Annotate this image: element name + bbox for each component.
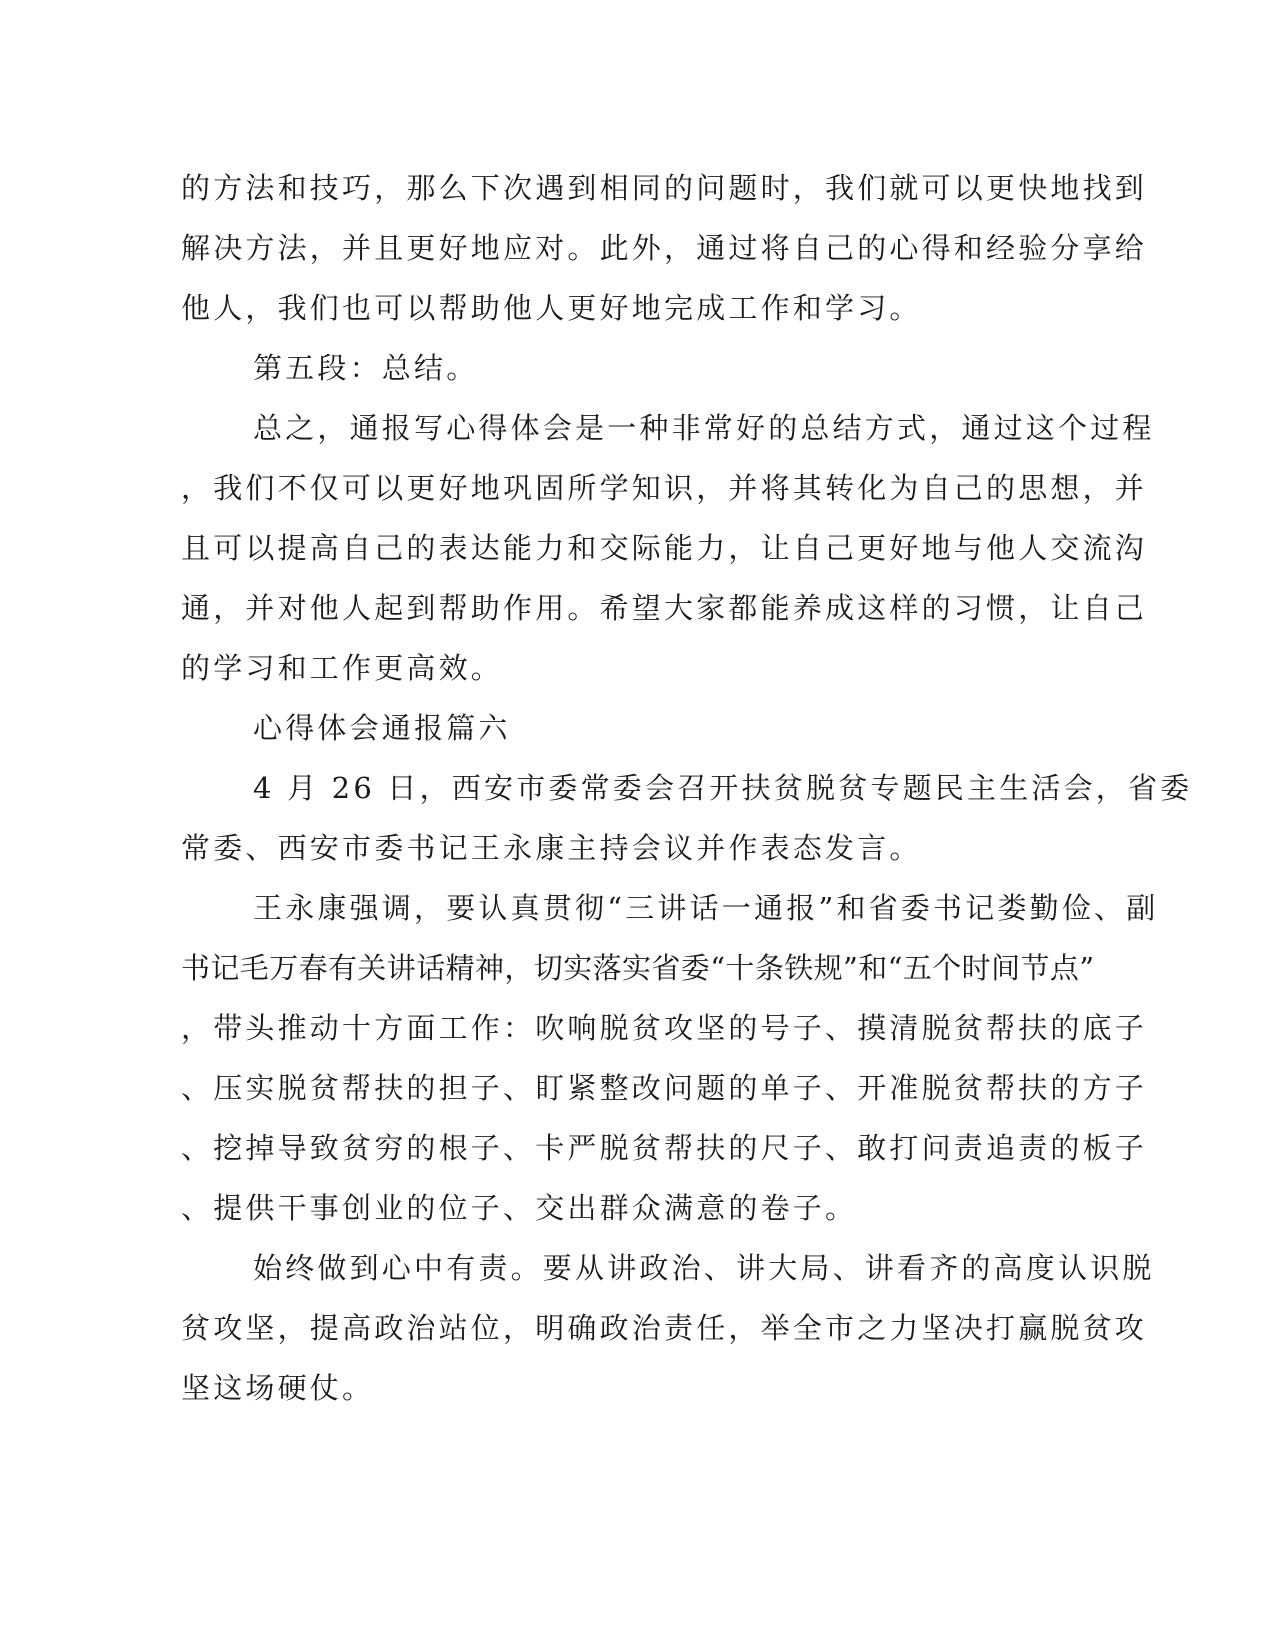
text-line: ，我们不仅可以更好地巩固所学知识，并将其转化为自己的思想，并	[181, 471, 1148, 505]
text-line: 常委、西安市委书记王永康主持会议并作表态发言。	[181, 831, 922, 865]
text-line: 书记毛万春有关讲话精神，切实落实省委“十条铁规”和“五个时间节点”	[181, 951, 1095, 985]
text-line: 始终做到心中有责。要从讲政治、讲大局、讲看齐的高度认识脱	[253, 1251, 1155, 1285]
article-title: 心得体会通报篇六	[253, 711, 511, 745]
text-line: 王永康强调，要认真贯彻“三讲话一通报”和省委书记娄勤俭、副	[253, 891, 1159, 925]
text-line: 4 月 26 日，西安市委常委会召开扶贫脱贫专题民主生活会，省委	[253, 771, 1193, 805]
text-line: ，带头推动十方面工作：吹响脱贫攻坚的号子、摸清脱贫帮扶的底子	[181, 1011, 1148, 1045]
text-line: 的方法和技巧，那么下次遇到相同的问题时，我们就可以更快地找到	[181, 171, 1148, 205]
section-heading: 第五段：总结。	[253, 351, 479, 385]
text-line: 、压实脱贫帮扶的担子、盯紧整改问题的单子、开准脱贫帮扶的方子	[181, 1071, 1148, 1105]
text-line: 坚这场硬仗。	[181, 1371, 375, 1405]
text-line: 贫攻坚，提高政治站位，明确政治责任，举全市之力坚决打赢脱贫攻	[181, 1311, 1148, 1345]
text-line: 、挖掉导致贫穷的根子、卡严脱贫帮扶的尺子、敢打问责追责的板子	[181, 1131, 1148, 1165]
text-line: 通，并对他人起到帮助作用。希望大家都能养成这样的习惯，让自己	[181, 591, 1148, 625]
document-body	[181, 158, 1193, 1418]
text-line: 总之，通报写心得体会是一种非常好的总结方式，通过这个过程	[253, 411, 1155, 445]
text-line: 他人，我们也可以帮助他人更好地完成工作和学习。	[181, 291, 922, 325]
text-line: 、提供干事创业的位子、交出群众满意的卷子。	[181, 1191, 858, 1225]
text-line: 的学习和工作更高效。	[181, 651, 504, 685]
text-line: 解决方法，并且更好地应对。此外，通过将自己的心得和经验分享给	[181, 231, 1148, 265]
text-line: 且可以提高自己的表达能力和交际能力，让自己更好地与他人交流沟	[181, 531, 1148, 565]
